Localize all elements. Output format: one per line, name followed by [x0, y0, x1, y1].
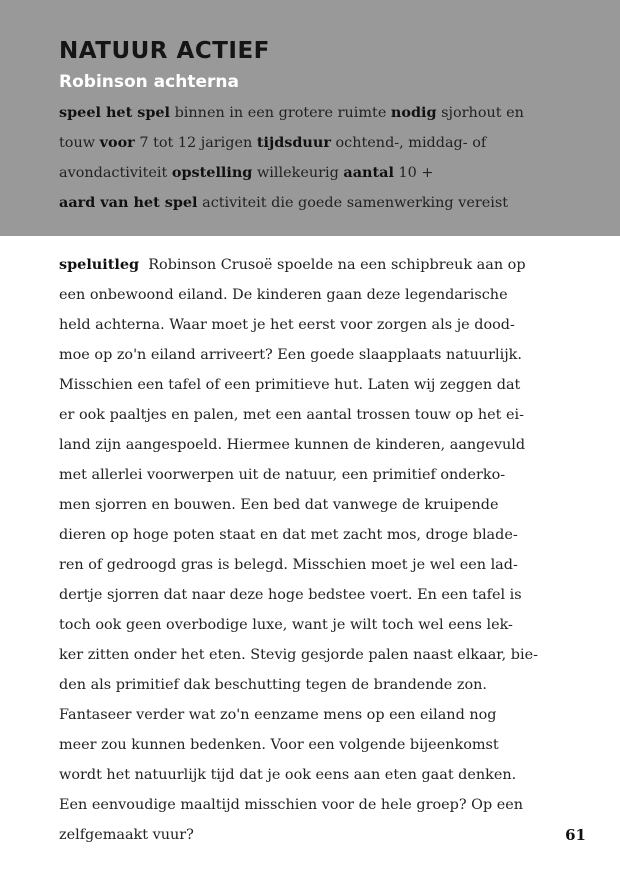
- body-line: er ook paaltjes en palen, met een aantal trossen touw op het ei-: [59, 407, 524, 423]
- meta-label-tijdsduur: tijdsduur: [256, 134, 331, 151]
- meta-line: [59, 188, 569, 218]
- meta-label-opstelling: opstelling: [171, 164, 253, 181]
- body-line: land zijn aangespoeld. Hiermee kunnen de kinderen, aangevuld: [59, 437, 526, 453]
- body-line-text: Robinson Crusoë spoelde na een schipbreuk aan op: [148, 257, 526, 273]
- body-line: Een eenvoudige maaltijd misschien voor de hele groep? Op een: [59, 797, 524, 813]
- body-line: wordt het natuurlijk tijd dat je ook eens aan eten gaat denken.: [59, 767, 517, 783]
- meta-line: [59, 158, 569, 188]
- body-line: [59, 250, 571, 280]
- meta-value-tijdsduur: ochtend-, middag- of: [335, 135, 487, 151]
- section-title: NATUUR ACTIEF: [59, 38, 270, 64]
- page-number: 61: [565, 826, 586, 844]
- body-line: toch ook geen overbodige luxe, want je wilt toch wel eens lek-: [59, 617, 513, 633]
- lead-label: speluitleg: [59, 256, 140, 273]
- meta-line: [59, 98, 569, 128]
- meta-label-voor: voor: [99, 134, 135, 151]
- body-line: ker zitten onder het eten. Stevig gesjorde palen naast elkaar, bie-: [59, 647, 538, 663]
- meta-label-aard: aard van het spel: [59, 194, 198, 211]
- meta-value-aantal: 10 +: [398, 165, 434, 181]
- meta-label-aantal: aantal: [343, 164, 394, 181]
- meta-value-voor: 7 tot 12 jarigen: [139, 135, 253, 151]
- body-line: Fantaseer verder wat zo'n eenzame mens op een eiland nog: [59, 707, 497, 723]
- meta-value-aard: activiteit die goede samenwerking vereist: [202, 195, 509, 211]
- meta-value-opstelling: willekeurig: [256, 165, 339, 181]
- game-title: Robinson achterna: [59, 72, 239, 92]
- meta-line: [59, 128, 569, 158]
- body-line: den als primitief dak beschutting tegen de brandende zon.: [59, 677, 487, 693]
- meta-value-nodig: sjorhout en: [441, 105, 524, 121]
- body-line: dieren op hoge poten staat en dat met zacht mos, droge blade-: [59, 527, 518, 543]
- body-line: dertje sjorren dat naar deze hoge bedstee voert. En een tafel is: [59, 587, 522, 603]
- body-text: [59, 250, 571, 850]
- header-band: [0, 0, 620, 236]
- meta-label-speel: speel het spel: [59, 104, 171, 121]
- body-line: ren of gedroogd gras is belegd. Misschien moet je wel een lad-: [59, 557, 518, 573]
- game-meta: [59, 98, 569, 218]
- body-line: men sjorren en bouwen. Een bed dat vanwege de kruipende: [59, 497, 499, 513]
- body-line: moe op zo'n eiland arriveert? Een goede slaapplaats natuurlijk.: [59, 347, 522, 363]
- body-line: held achterna. Waar moet je het eerst voor zorgen als je dood-: [59, 317, 515, 333]
- body-line: meer zou kunnen bedenken. Voor een volgende bijeenkomst: [59, 737, 499, 753]
- body-line: zelfgemaakt vuur?: [59, 827, 194, 843]
- meta-value-speel: binnen in een grotere ruimte: [174, 105, 387, 121]
- meta-value-tijdsduur-cont: avondactiviteit: [59, 165, 168, 181]
- body-line: met allerlei voorwerpen uit de natuur, een primitief onderko-: [59, 467, 506, 483]
- body-line: een onbewoond eiland. De kinderen gaan deze legendarische: [59, 287, 508, 303]
- body-line: Misschien een tafel of een primitieve hut. Laten wij zeggen dat: [59, 377, 521, 393]
- meta-value-nodig-cont: touw: [59, 135, 96, 151]
- meta-label-nodig: nodig: [390, 104, 437, 121]
